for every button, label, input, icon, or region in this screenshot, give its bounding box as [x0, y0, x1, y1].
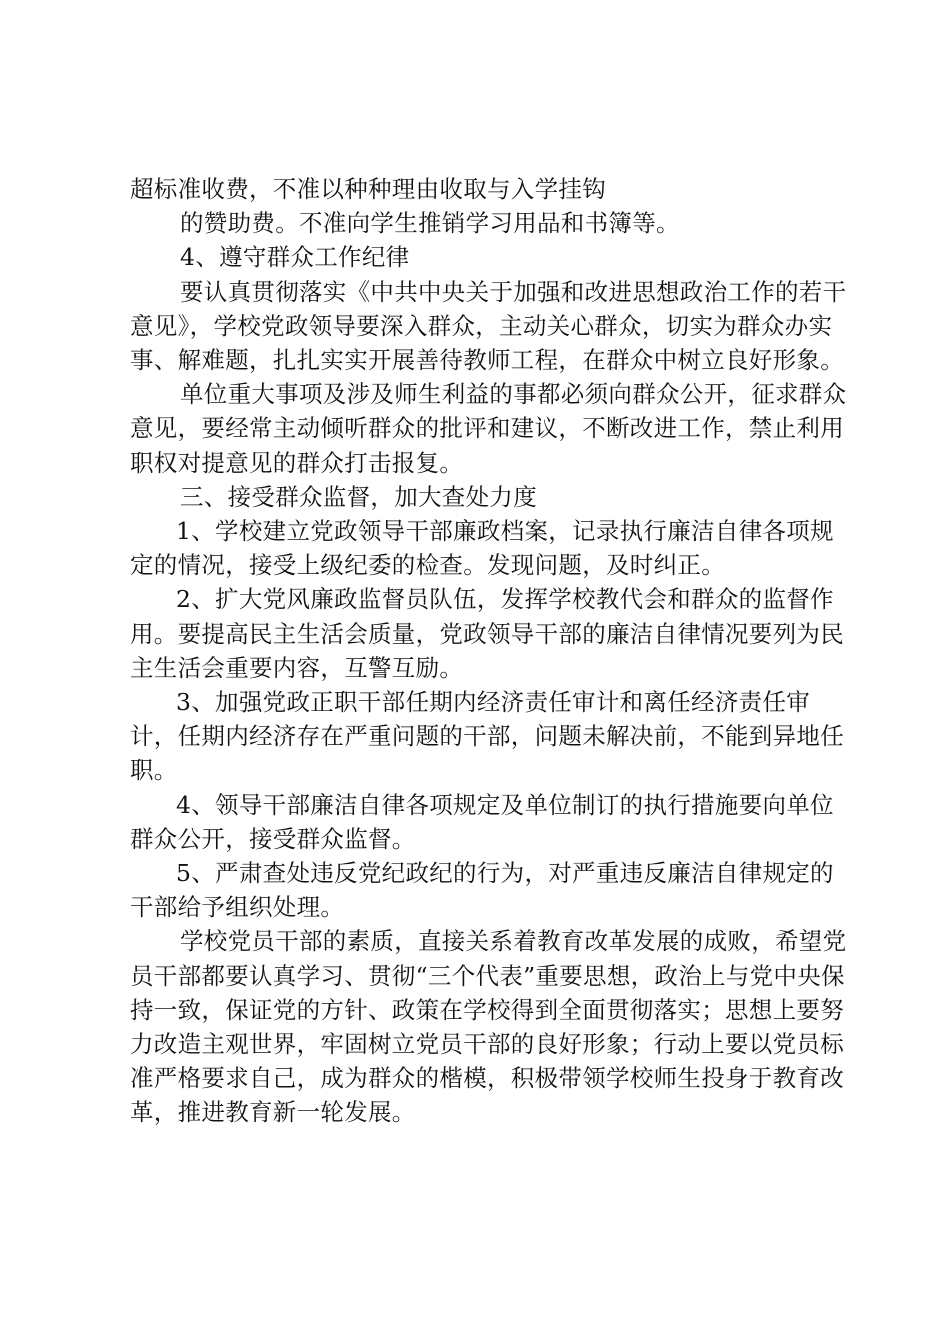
paragraph: 学校党员干部的素质，直接关系着教育改革发展的成败，希望党员干部都要认真学习、贯彻“三个代表”重要思想，政治上与党中央保持一致，保证党的方针、政策在学校得到全面贯彻落实；思想上要努力改造主观世界，牢固树立党员干部的良好形象；行动上要以党员标准严格要求自己，成为群众的楷模，积极带领学校师生投身于教育改革，推进教育新一轮发展。 [130, 927, 847, 1127]
section-heading: 4、遵守群众工作纪律 [180, 243, 410, 272]
document-body [130, 172, 850, 1130]
list-item: 2、扩大党风廉政监督员队伍，发挥学校教代会和群众的监督作用。要提高民主生活会质量，党政领导干部的廉洁自律情况要列为民主生活会重要内容，互警互励。 [130, 585, 844, 682]
paragraph: 的赞助费。不准向学生推销学习用品和书簿等。 [180, 209, 680, 238]
paragraph: 超标准收费，不准以种种理由收取与入学挂钩 [130, 175, 606, 203]
paragraph: 要认真贯彻落实《中共中央关于加强和改进思想政治工作的若干意见》，学校党政领导要深入群众，主动关心群众，切实为群众办实事、解难题，扎扎实实开展善待教师工程，在群众中树立良好形象。 [130, 277, 847, 375]
list-item: 1、学校建立党政领导干部廉政档案，记录执行廉洁自律各项规定的情况，接受上级纪委的检查。发现问题，及时纠正。 [130, 517, 834, 580]
list-item: 3、加强党政正职干部任期内经济责任审计和离任经济责任审计，任期内经济存在严重问题的干部，问题未解决前，不能到异地任职。 [130, 688, 844, 785]
section-heading: 三、接受群众监督，加大查处力度 [180, 482, 537, 511]
paragraph: 单位重大事项及涉及师生利益的事都必须向群众公开，征求群众意见，要经常主动倾听群众的批评和建议，不断改进工作，禁止利用职权对提意见的群众打击报复。 [130, 380, 847, 477]
list-item: 4、领导干部廉洁自律各项规定及单位制订的执行措施要向单位群众公开，接受群众监督。 [130, 790, 834, 853]
list-item: 5、严肃查处违反党纪政纪的行为，对严重违反廉洁自律规定的干部给予组织处理。 [130, 859, 834, 922]
